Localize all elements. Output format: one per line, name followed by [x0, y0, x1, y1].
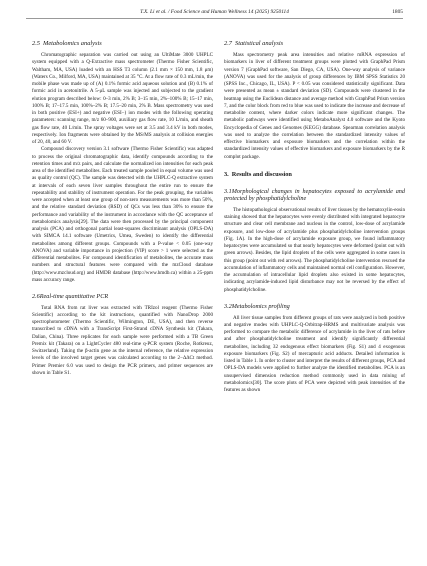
section-title: Metabolomics profiling: [231, 302, 290, 310]
section-heading-profiling: [224, 303, 405, 311]
section-title: Statistical analysis: [235, 40, 284, 47]
right-column: [224, 40, 405, 394]
section-number: 3.2: [224, 302, 232, 310]
section-heading-statistics: [224, 40, 405, 48]
page-number: 1805: [392, 9, 403, 15]
section-number: 3.: [224, 170, 229, 178]
paragraph: The histopathological observational results of liver tissues by the hematoxylin-eosin staining showed that the hepatocytes were evenly distributed with integrated hepatocyte structure and clear cell membrane and nucleus in the control, low-dose of acrylamide exposure, and low-dose of acrylamide plus phosphatidylcholine intervention groups (Fig. 1A). In the high-dose of acrylamide exposure group, we found inflammatory hepatocytes were accumulated so that nearly hepatocytes were deformed (point out with green arrows). Besides, the lipid droplets of the cells were aggregated in some cases in this group (point out with red arrows). The phosphatidylcholine intervention rescued the accumulation of inflammatory cells and maintained normal cell configuration. However, the accumulation of intracellular lipid droplets also existed in some hepatocytes, indicating acrylamide-induced lipid disturbance may not be reversed by the effect of phosphatidylcholine.: [224, 206, 405, 293]
section-title: Morphological changes in hepatocytes exposed to acrylamide and protected by phosphatidylcholine: [224, 187, 405, 203]
section-title: Results and discussion: [231, 170, 292, 178]
section-number: 2.7: [224, 40, 232, 47]
section-number: 3.1: [224, 187, 232, 195]
journal-citation: T.X. Li et al. / Food Science and Human Wellness 14 (2025) 9250114: [140, 9, 289, 15]
section-heading-metabolomics: [32, 40, 213, 48]
paragraph: Chromatographic separation was carried out using an UltiMate 3000 UHPLC system equipped with a Q-Extractive mass spectrometer (Thermo Fisher Scientific, Waltham, MA, USA) loaded with an HSS T3 column (2.1 mm × 150 mm, 1.8 μm) (Waters Co., Milford, MA, USA) maintained at 35 °C. At a flow rate of 0.3 mL/min, the mobile phase was made up of (A) 0.1% formic acid aqueous solution and (B) 0.1% of formic acid in acetonitrile. A 5-μL sample was injected and subjected to the gradient elution program described below: 0–3 min, 2% B; 3–15 min, 2%–100% B; 15–17 min, 100% B; 17–17.5 min, 100%–2% B; 17.5–20 min, 2% B. Mass spectrometry was used in both positive (ESI+) and negative (ESI−) ion modes with the following operating parameters: scanning range, m/z 60–900, auxiliary gas flow rate, 10 L/min, and sheath gas flow rate, 40 L/min. The spray voltages were set at 3.5 and 3.4 kV in both modes, respectively. Ion fragments were obtained by the MS/MS analysis at collision energies of 20, 40, and 60 V.: [32, 52, 213, 145]
paragraph: All liver tissue samples from different groups of rats were analyzed in both positive and negative modes with UHPLC-Q-Orbitrap-HRMS and multivariate analysis was performed to compare the metabolic difference of acrylamide in the liver of rats before and after phosphatidylcholine treatment and identify significantly differential metabolites, including 32 endogenous effect biomarkers (Fig. S1) and 4 exogenous exposure biomarkers (Fig. S2) of mercapturic acid adducts. Detailed information is listed in Table 1. In order to cluster and interpret the results of different groups, PCA and OPLS-DA models were applied to further analyze the identified metabolites. PCA is an unsupervised dimension reduction method commonly used in data mining of metabolomics[30]. The score plots of PCA were depicted with peak intensities of the features as shown: [224, 314, 405, 394]
paragraph: Total RNA from rat liver was extracted with TRIzol reagent (Thermo Fisher Scientific) according to the kit instructions, quantified with NanoDrop 2000 spectrophotometer (Thermo Scientific, Wilmington, DE, USA), and then reverse transcribed to cDNA with a TransScript First-Strand cDNA Synthesis kit (Takara, Dalian, China). Three replicates for each sample were performed with a TB Green Premix kit (Takara) on a LightCycler 480 real-time q-PCR system (Roche, Rotkreuz, Switzerland). Taking the β-actin gene as the internal reference, the relative expression levels of the involved target genes was calculated according to the 2−ΔΔCt method. Primer Premier 6.0 was used to design the PCR primers, and primer sequences are shown in Table S1.: [32, 304, 213, 376]
section-title: Real-time quantitative PCR: [39, 293, 109, 300]
section-title: Metabolomics analysis: [43, 40, 102, 47]
section-number: 2.6: [32, 293, 40, 300]
section-heading-pcr: [32, 293, 213, 301]
paragraph: Compound discovery version 3.1 software (Thermo Fisher Scientific) was adapted to process the original chromatographic data, identify compounds according to the retention times and m/z pairs, and calculate the normalized ion intensities for each peak area of the identified metabolites. Each treated sample pooled in equal volume was used as quality control (QC). The sample was detected with the UHPLC-Q extractive system at intervals of each seven liver samples throughout the entire run to ensure the repeatability and stability of instrument operation. For the peak grouping, the variables were accepted when at least one group of non-zero measurements was more than 50%, and the relative standard deviation (RSD) of QCs was less than 30% to ensure the performance and variability of the instrument in accordance with the QC acceptance of metabolomics analysis[29]. The data were then processed by the principal component analysis (PCA) and orthogonal partial least-squares discriminant analysis (OPLS-DA) with SIMCA 14.1 software (Umetrics, Umea, Sweden) to identify the differential metabolites among different groups. Compounds with a P-value < 0.05 (one-way ANOVA) and variable importance in projection (VIP) score > 1 were selected as the differential metabolites. For compound identification of metabolites, the accurate mass numbers and structural features were compared with the mzCloud database (http://www.mzcloud.org) and HMDB database (http://www.hmdb.ca) within a 25-ppm mass accuracy range.: [32, 146, 213, 283]
section-number: 2.5: [32, 40, 40, 47]
section-heading-morphology: [224, 188, 405, 203]
section-heading-results: [224, 171, 405, 179]
left-column: [32, 40, 213, 377]
header-rule: [26, 18, 403, 19]
running-header: [26, 7, 403, 17]
paragraph: Mass spectrometry peak area intensities and relative mRNA expression of biomarkers in liver of different treatment groups were plotted with GraphPad Prism version 7 (GraphPad software, San Diego, CA, USA). One-way analysis of variance (ANOVA) was used for the analysis of group differences by IBM SPSS Statistics 20 (SPSS Inc., Chicago, IL, USA). P < 0.05 was considered statistically significant. Data were presented as mean ± standard deviation (SD). Compounds were clustered in the heatmap using the Euclidean distance and average method with GraphPad Prism version 7, and the color block from red to blue was used to indicate the increase and decrease of metabolite content, where darker colors indicate more significant changes. The metabolic pathways were identified using MetaboAnalyst 4.0 software and the Kyoto Encyclopedia of Genes and Genomes (KEGG) database. Spearman correlation analysis was used to analyze the correlation between the standardized intensity values of effective biomarkers and exposure biomarkers and the correlation within the standardized intensity values of effective biomarkers and exposure biomarkers by the R complot package.: [224, 52, 405, 160]
